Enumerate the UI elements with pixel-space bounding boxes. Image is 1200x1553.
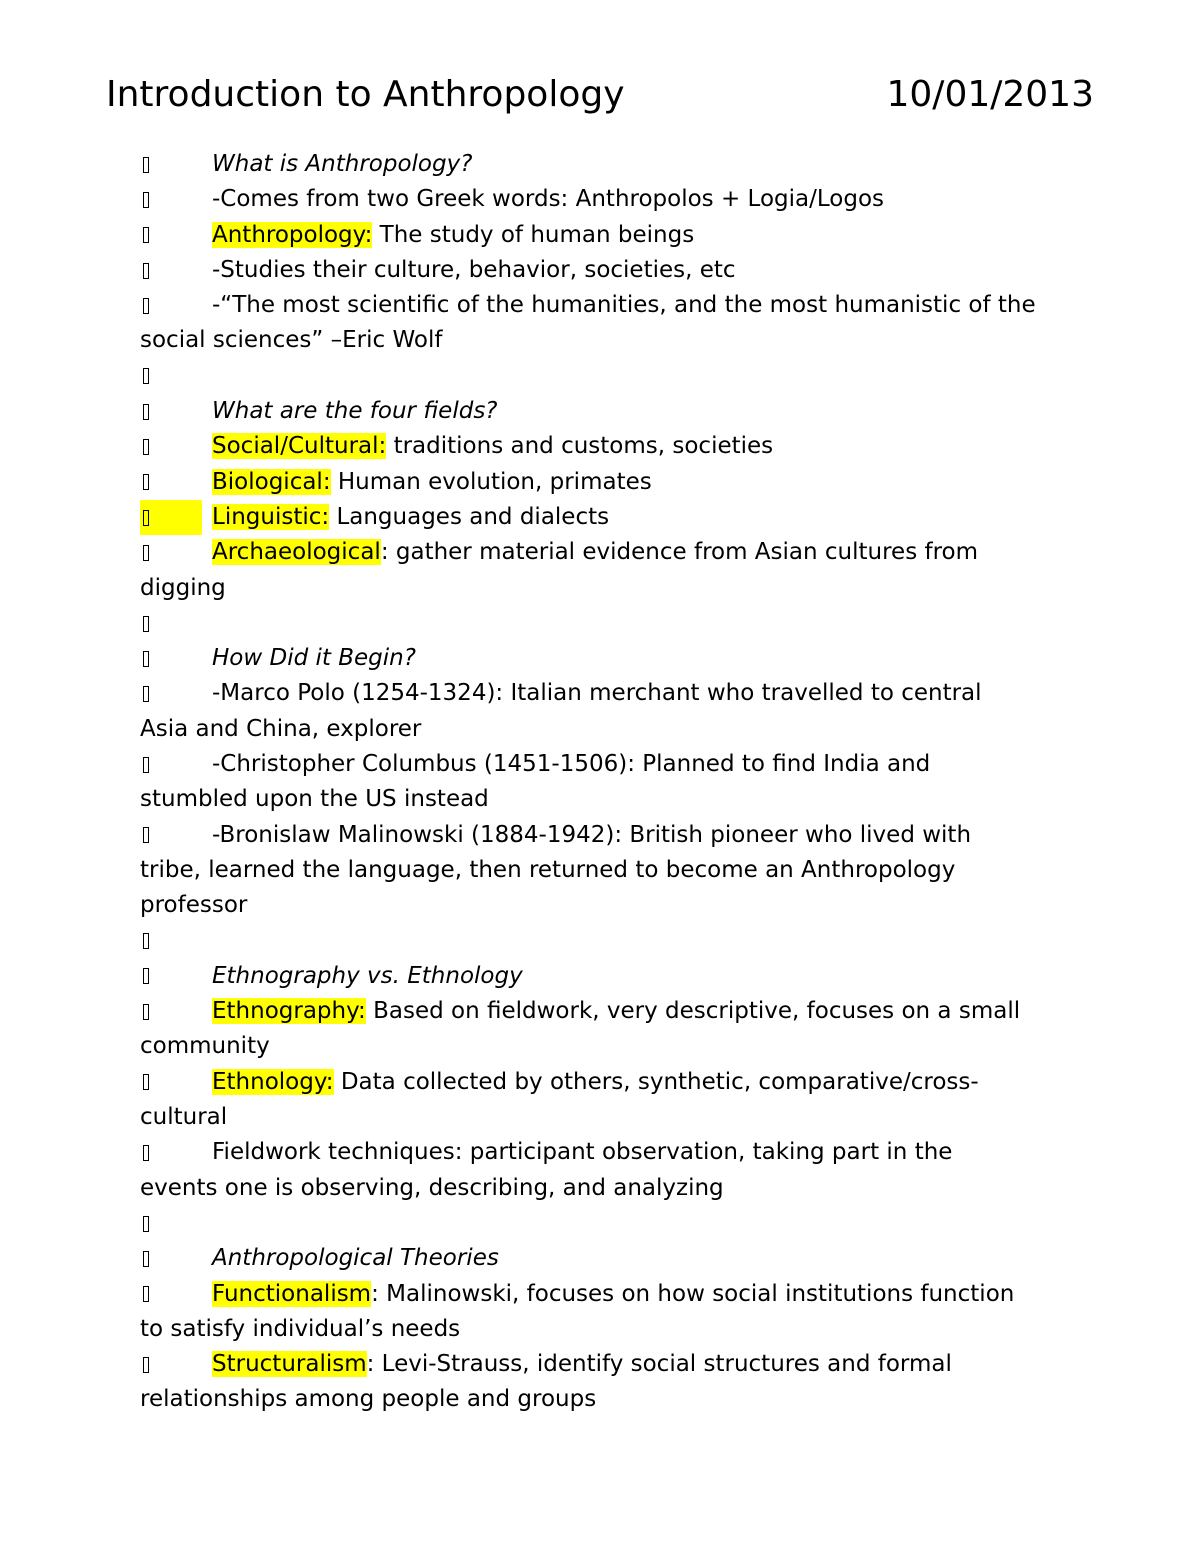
bullet-icon <box>140 147 154 182</box>
list-item: -Bronislaw Malinowski (1884-1942): British pioneer who lived with tribe, learned the language, then returned to become an Anthropology professor <box>140 818 1070 924</box>
document-header <box>106 70 1094 120</box>
continuation-line: digging <box>140 574 226 601</box>
bullet-icon <box>140 676 154 711</box>
bullet-icon <box>140 182 154 217</box>
bullet-icon <box>140 818 154 853</box>
empty-item <box>140 924 1070 959</box>
highlighted-term: Social/Cultural: <box>212 433 387 460</box>
section-heading: What is Anthropology? <box>140 147 1070 182</box>
bullet-icon <box>140 606 154 641</box>
bullet-icon <box>140 394 154 429</box>
bullet-icon <box>140 1277 154 1312</box>
list-item: Ethnology: Data collected by others, synthetic, comparative/cross- cultural <box>140 1065 1070 1136</box>
highlighted-term: Archaeological <box>212 539 381 566</box>
bullet-icon <box>140 747 154 782</box>
list-item: Fieldwork techniques: participant observation, taking part in the events one is observing, describing, and analyzing <box>140 1135 1070 1206</box>
section-heading: Anthropological Theories <box>140 1241 1070 1276</box>
continuation-line: professor <box>140 892 248 919</box>
highlighted-term: Functionalism <box>212 1280 372 1307</box>
continuation-line: social sciences” –Eric Wolf <box>140 327 443 354</box>
continuation-line: tribe, learned the language, then returned to become an Anthropology <box>140 856 956 883</box>
highlighted-term: Linguistic: <box>212 503 330 530</box>
bullet-icon <box>140 535 154 570</box>
continuation-line: stumbled upon the US instead <box>140 786 489 813</box>
bullet-icon <box>140 1206 154 1241</box>
continuation-line: cultural <box>140 1104 228 1131</box>
section-heading: How Did it Begin? <box>140 641 1070 676</box>
continuation-line: to satisfy individual’s needs <box>140 1315 461 1342</box>
bullet-icon <box>140 1347 154 1382</box>
highlighted-term: Biological: <box>212 468 331 495</box>
document-date: 10/01/2013 <box>886 74 1094 115</box>
list-item: -Marco Polo (1254-1324): Italian merchant who travelled to central Asia and China, explorer <box>140 676 1070 747</box>
list-item: Ethnography: Based on fieldwork, very descriptive, focuses on a small community <box>140 994 1070 1065</box>
list-item: Social/Cultural: traditions and customs, societies <box>140 429 1070 464</box>
empty-item <box>140 1206 1070 1241</box>
bullet-icon <box>140 500 202 535</box>
section-heading: Ethnography vs. Ethnology <box>140 959 1070 994</box>
list-item: Archaeological: gather material evidence from Asian cultures from digging <box>140 535 1070 606</box>
bullet-icon <box>140 1241 154 1276</box>
bullet-icon <box>140 359 154 394</box>
notes-list <box>140 147 1070 1418</box>
bullet-icon <box>140 1065 154 1100</box>
continuation-line: events one is observing, describing, and analyzing <box>140 1174 724 1201</box>
bullet-icon <box>140 924 154 959</box>
list-item: Functionalism: Malinowski, focuses on how social institutions function to satisfy individual’s needs <box>140 1277 1070 1348</box>
list-item: Biological: Human evolution, primates <box>140 465 1070 500</box>
continuation-line: relationships among people and groups <box>140 1386 597 1413</box>
list-item: -Studies their culture, behavior, societies, etc <box>140 253 1070 288</box>
bullet-icon <box>140 288 154 323</box>
document-title: Introduction to Anthropology <box>106 74 625 115</box>
empty-item <box>140 359 1070 394</box>
continuation-line: community <box>140 1033 270 1060</box>
list-item: -Comes from two Greek words: Anthropolos + Logia/Logos <box>140 182 1070 217</box>
empty-item <box>140 606 1070 641</box>
highlighted-term: Anthropology: <box>212 221 373 248</box>
bullet-icon <box>140 1135 154 1170</box>
highlighted-term: Ethnology: <box>212 1068 334 1095</box>
section-heading: What are the four fields? <box>140 394 1070 429</box>
list-item: Linguistic: Languages and dialects <box>140 500 1070 535</box>
bullet-icon <box>140 253 154 288</box>
list-item: -Christopher Columbus (1451-1506): Planned to find India and stumbled upon the US instead <box>140 747 1070 818</box>
bullet-icon <box>140 429 154 464</box>
bullet-icon <box>140 641 154 676</box>
highlighted-term: Structuralism <box>212 1351 367 1378</box>
bullet-icon <box>140 959 154 994</box>
list-item: -“The most scientific of the humanities, and the most humanistic of the social sciences” –Eric Wolf <box>140 288 1070 359</box>
continuation-line: Asia and China, explorer <box>140 715 422 742</box>
list-item: Anthropology: The study of human beings <box>140 218 1070 253</box>
bullet-icon <box>140 465 154 500</box>
bullet-icon <box>140 218 154 253</box>
highlighted-term: Ethnography: <box>212 998 366 1025</box>
bullet-icon <box>140 994 154 1029</box>
list-item: Structuralism: Levi-Strauss, identify social structures and formal relationships among people and groups <box>140 1347 1070 1418</box>
